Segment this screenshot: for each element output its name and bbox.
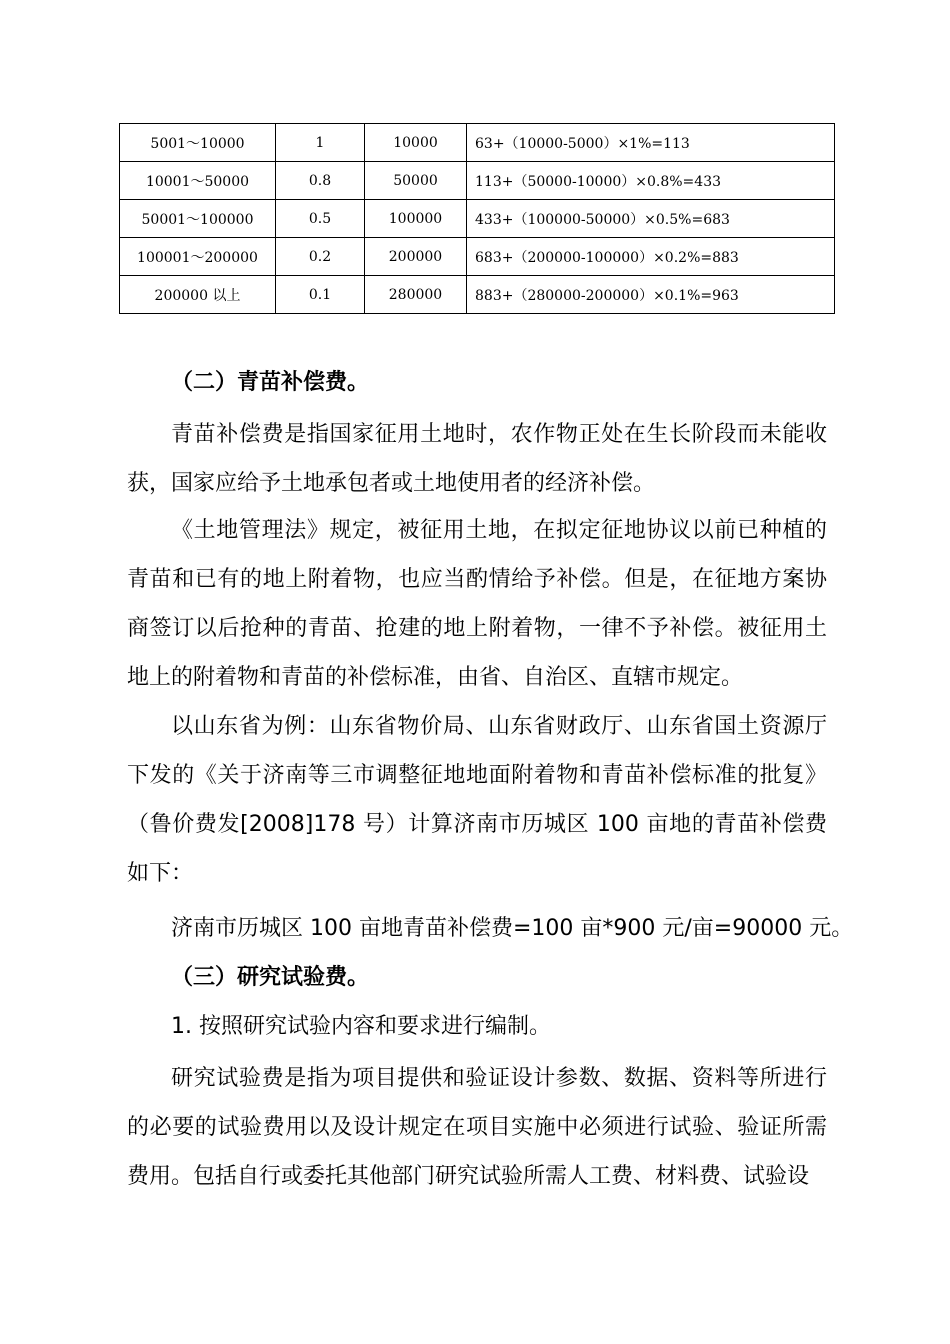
calculation-cell: 433+（100000-50000）×0.5%=683: [467, 200, 835, 238]
rate-cell: 0.1: [276, 276, 365, 314]
table-row: [120, 162, 835, 200]
rate-cell: 0.5: [276, 200, 365, 238]
area-range-cell: 200000 以上: [120, 276, 276, 314]
calculation-cell: 63+（10000-5000）×1%=113: [467, 124, 835, 162]
example-area-cell: 100000: [365, 200, 467, 238]
research-test-fee-definition: 研究试验费是指为项目提供和验证设计参数、数据、资料等所进行的必要的试验费用以及设计规定在项目实施中必须进行试验、验证所需费用。包括自行或委托其他部门研究试验所需人工费、材料费、试验设: [127, 1066, 827, 1189]
section-heading-research-test-fee: （三）研究试验费。: [171, 965, 370, 990]
table-row: [120, 200, 835, 238]
rate-cell: 1: [276, 124, 365, 162]
seedling-compensation-definition: 青苗补偿费是指国家征用土地时，农作物正处在生长阶段而未能收获，国家应给予土地承包者或土地使用者的经济补偿。: [127, 422, 827, 496]
compensation-rate-table: [119, 123, 835, 314]
example-area-cell: 200000: [365, 238, 467, 276]
table-row: [120, 276, 835, 314]
table-row: [120, 238, 835, 276]
calculation-cell: 883+（280000-200000）×0.1%=963: [467, 276, 835, 314]
rate-cell: 0.2: [276, 238, 365, 276]
shandong-example-paragraph: 以山东省为例：山东省物价局、山东省财政厅、山东省国土资源厅下发的《关于济南等三市调整征地地面附着物和青苗补偿标准的批复》（鲁价费发[2008]178 号）计算济南市历城区 100 亩地的青苗补偿费如下：: [127, 714, 827, 886]
section-heading-seedling-compensation: （二）青苗补偿费。: [171, 370, 370, 395]
area-range-cell: 100001～200000: [120, 238, 276, 276]
calculation-cell: 683+（200000-100000）×0.2%=883: [467, 238, 835, 276]
table-row: [120, 124, 835, 162]
area-range-cell: 50001～100000: [120, 200, 276, 238]
compensation-formula: 济南市历城区 100 亩地青苗补偿费=100 亩*900 元/亩=90000 元。: [171, 916, 854, 941]
numbered-item-1: 1. 按照研究试验内容和要求进行编制。: [171, 1014, 551, 1039]
rate-cell: 0.8: [276, 162, 365, 200]
land-management-law-paragraph: 《土地管理法》规定，被征用土地，在拟定征地协议以前已种植的青苗和已有的地上附着物，也应当酌情给予补偿。但是，在征地方案协商签订以后抢种的青苗、抢建的地上附着物，一律不予补偿。被征用土地上的附着物和青苗的补偿标准，由省、自治区、直辖市规定。: [127, 518, 827, 690]
calculation-cell: 113+（50000-10000）×0.8%=433: [467, 162, 835, 200]
area-range-cell: 5001～10000: [120, 124, 276, 162]
example-area-cell: 280000: [365, 276, 467, 314]
area-range-cell: 10001～50000: [120, 162, 276, 200]
example-area-cell: 50000: [365, 162, 467, 200]
example-area-cell: 10000: [365, 124, 467, 162]
